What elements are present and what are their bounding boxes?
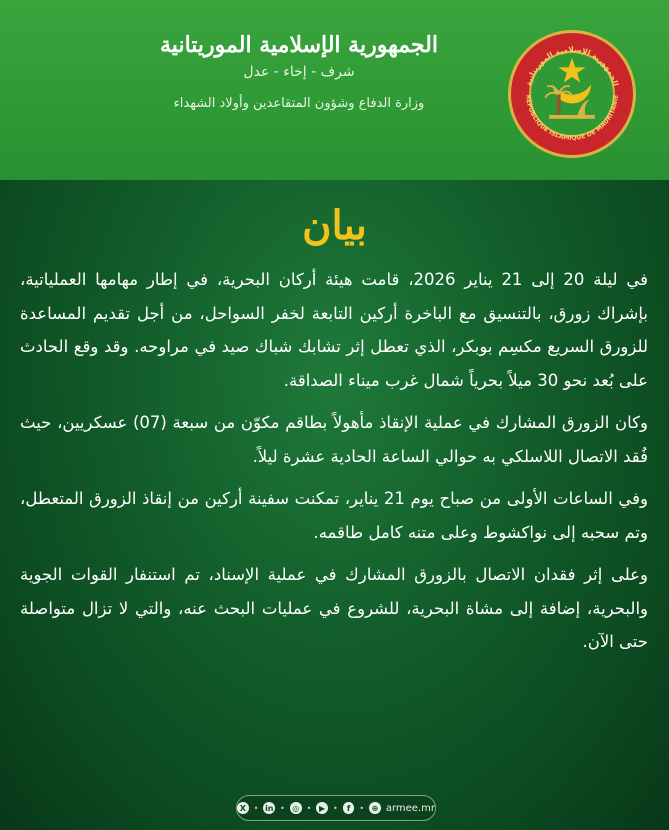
website-link[interactable]: armee.mr xyxy=(385,802,435,814)
statement-body xyxy=(20,263,648,668)
country-name: الجمهورية الإسلامية الموريتانية xyxy=(160,32,438,58)
seal-top-text: الجمهورية الإسلامية الموريتانية xyxy=(523,45,621,87)
youtube-icon[interactable]: ▶ xyxy=(316,802,328,814)
national-motto: شرف - إخاء - عدل xyxy=(243,64,355,80)
instagram-icon[interactable]: ◎ xyxy=(290,802,302,814)
national-seal-icon xyxy=(508,30,636,158)
paragraph: وفي الساعات الأولى من صباح يوم 21 يناير، تمكنت سفينة أركين من إنقاذ الزورق المتعطل، وتم سحبه إلى نواكشوط وعلى متنه كامل طاقمه. xyxy=(20,489,648,542)
ministry-name: وزارة الدفاع وشؤون المتقاعدين وأولاد الشهداء xyxy=(173,96,425,111)
paragraph: في ليلة 20 إلى 21 يناير 2026، قامت هيئة أركان البحرية، في إطار مهامها العملياتية، بإشراك زورق، بالتنسيق مع الباخرة أركين التابعة لخفر السواحل، من أجل تقديم المساعدة للزورق السريع مكسِم بوبكر، الذي تعطل إثر تشابك شباك صيد في مراوحه. وقد وقع الحادث على بُعد نحو 30 ميلاً بحرياً شمال غرب ميناء الصداقة. xyxy=(20,270,648,390)
social-footer: X • in • ◎ • ▶ • f • ⊕ armee.mr xyxy=(236,795,436,821)
x-icon[interactable]: X xyxy=(237,802,249,814)
header-banner xyxy=(0,0,669,180)
paragraph: وكان الزورق المشارك في عملية الإنقاذ مأهولاً بطاقم مكوّن من سبعة (07) عسكريين، حيث فُقد الاتصال اللاسلكي به حوالي الساعة الحادية عشرة ليلاً. xyxy=(20,413,648,466)
facebook-icon[interactable]: f xyxy=(343,802,355,814)
seal-bottom-text: RÉPUBLIQUE ISLAMIQUE DE MAURITANIE xyxy=(524,94,620,142)
header-text xyxy=(119,32,479,111)
web-icon[interactable]: ⊕ xyxy=(369,802,381,814)
linkedin-icon[interactable]: in xyxy=(265,803,274,813)
paragraph: وعلى إثر فقدان الاتصال بالزورق المشارك في عملية الإسناد، تم استنفار القوات الجوية والبحرية، إضافة إلى مشاة البحرية، للشروع في عمليات البحث عنه، والتي لا تزال متواصلة حتى الآن. xyxy=(20,565,648,651)
statement-title: بيان xyxy=(302,202,367,249)
